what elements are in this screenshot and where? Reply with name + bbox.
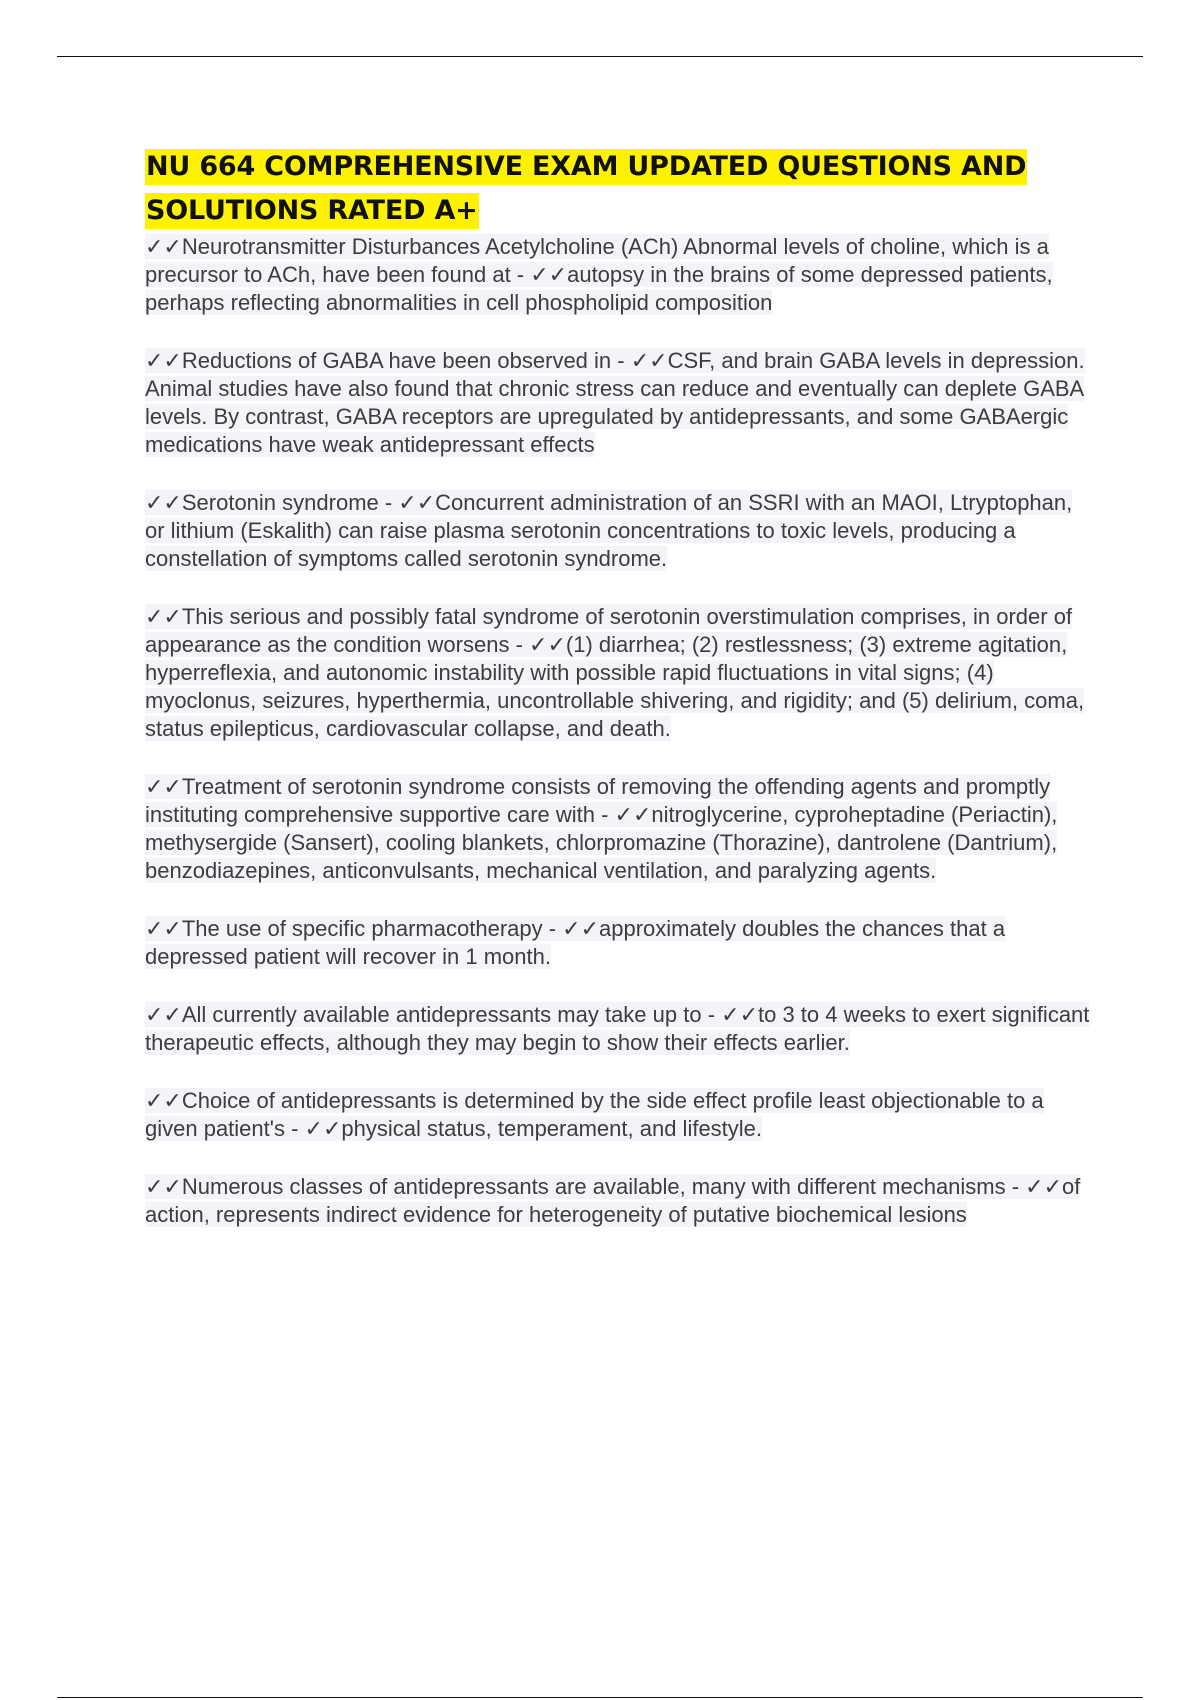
qa-item-9 [145,1173,1090,1229]
qa-item-8 [145,1087,1090,1143]
qa-item-text: ✓✓Serotonin syndrome - ✓✓Concurrent administration of an SSRI with an MAOI, Ltryptophan, or lithium (Eskalith) can raise plasma serotonin concentrations to toxic levels, producing a constellation of symptoms called serotonin syndrome. [145,490,1073,571]
qa-item-6 [145,915,1090,971]
bottom-rule [57,1697,1143,1698]
document-body [145,145,1090,1229]
qa-item-7 [145,1001,1090,1057]
qa-item-text: ✓✓The use of specific pharmacotherapy - ✓✓approximately doubles the chances that a depressed patient will recover in 1 month. [145,916,1006,969]
top-rule [57,56,1143,57]
qa-item-4 [145,603,1090,743]
qa-item-1 [145,233,1090,317]
document-title [145,145,1090,233]
qa-item-text: ✓✓Choice of antidepressants is determined by the side effect profile least objectionable to a given patient's - ✓✓physical status, temperament, and lifestyle. [145,1088,1044,1141]
qa-item-text: ✓✓This serious and possibly fatal syndrome of serotonin overstimulation comprises, in order of appearance as the condition worsens - ✓✓(1) diarrhea; (2) restlessness; (3) extreme agitation, hyperreflexia, and autonomic instability with possible rapid fluctuations in vital signs; (4) myoclonus, seizures, hyperthermia, uncontrollable shivering, and rigidity; and (5) delirium, coma, status epilepticus, cardiovascular collapse, and death. [145,604,1085,741]
qa-item-3 [145,489,1090,573]
qa-item-text: ✓✓Treatment of serotonin syndrome consists of removing the offending agents and promptly instituting comprehensive supportive care with - ✓✓nitroglycerine, cyproheptadine (Periactin), methysergide (Sansert), cooling blankets, chlorpromazine (Thorazine), dantrolene (Dantrium), benzodiazepines, anticonvulsants, mechanical ventilation, and paralyzing agents. [145,774,1058,883]
qa-item-text: ✓✓Reductions of GABA have been observed in - ✓✓CSF, and brain GABA levels in depression. Animal studies have also found that chronic stress can reduce and eventually can deplete GABA levels. By contrast, GABA receptors are upregulated by antidepressants, and some GABAergic medications have weak antidepressant effects [145,348,1085,457]
document-title-highlight: NU 664 COMPREHENSIVE EXAM UPDATED QUESTIONS AND SOLUTIONS RATED A+ [145,149,1027,229]
qa-item-2 [145,347,1090,459]
qa-item-text: ✓✓All currently available antidepressants may take up to - ✓✓to 3 to 4 weeks to exert significant therapeutic effects, although they may begin to show their effects earlier. [145,1002,1090,1055]
qa-item-text: ✓✓Numerous classes of antidepressants are available, many with different mechanisms - ✓✓of action, represents indirect evidence for heterogeneity of putative biochemical lesions [145,1174,1081,1227]
qa-item-5 [145,773,1090,885]
qa-item-text: ✓✓Neurotransmitter Disturbances Acetylcholine (ACh) Abnormal levels of choline, which is a precursor to ACh, have been found at - ✓✓autopsy in the brains of some depressed patients, perhaps reflecting abnormalities in cell phospholipid composition [145,234,1053,315]
